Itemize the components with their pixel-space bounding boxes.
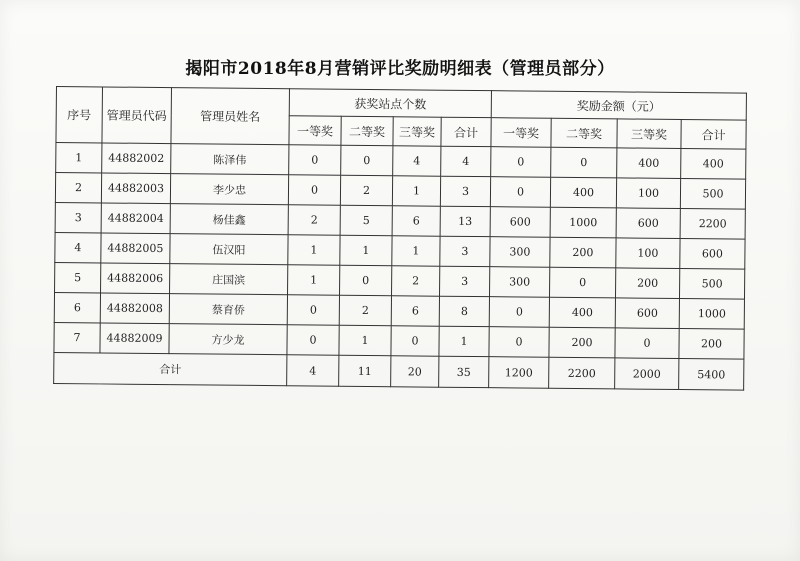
cell-code: 44882004 xyxy=(101,203,170,234)
cell-name: 方少龙 xyxy=(169,324,287,355)
header-row-1 xyxy=(56,87,746,121)
header-stations-first: 一等奖 xyxy=(289,116,341,145)
cell-seq: 2 xyxy=(55,173,101,203)
cell-amount-total: 1000 xyxy=(679,298,744,329)
total-stations-first: 4 xyxy=(287,355,339,386)
cell-stations-third: 6 xyxy=(391,296,439,326)
cell-stations-total: 8 xyxy=(439,296,489,326)
cell-stations-second: 1 xyxy=(339,325,391,355)
header-stations-second: 二等奖 xyxy=(341,116,393,145)
cell-seq: 4 xyxy=(55,232,101,262)
cell-stations-first: 0 xyxy=(287,325,339,355)
header-amount-second: 二等奖 xyxy=(551,118,617,148)
cell-name: 杨佳鑫 xyxy=(170,204,288,235)
cell-stations-second: 1 xyxy=(340,235,392,265)
cell-amount-third: 100 xyxy=(616,238,680,269)
cell-stations-first: 2 xyxy=(288,205,340,235)
cell-stations-second: 2 xyxy=(339,295,391,325)
cell-amount-first: 0 xyxy=(489,327,549,358)
cell-stations-first: 0 xyxy=(287,295,339,325)
cell-amount-third: 600 xyxy=(615,298,679,329)
cell-amount-total: 600 xyxy=(680,238,745,269)
cell-amount-first: 300 xyxy=(490,267,550,298)
cell-stations-first: 1 xyxy=(288,235,340,265)
header-code: 管理员代码 xyxy=(102,87,172,144)
cell-seq: 5 xyxy=(55,262,101,292)
cell-amount-second: 0 xyxy=(551,147,617,178)
cell-code: 44882006 xyxy=(101,263,170,294)
total-stations-total: 35 xyxy=(439,356,489,387)
cell-amount-third: 200 xyxy=(616,268,680,299)
cell-amount-second: 400 xyxy=(549,297,615,328)
cell-stations-first: 0 xyxy=(289,145,341,175)
cell-amount-second: 1000 xyxy=(550,207,616,238)
cell-name: 庄国滨 xyxy=(170,264,288,295)
cell-stations-third: 2 xyxy=(392,266,440,296)
cell-stations-third: 1 xyxy=(392,236,440,266)
cell-stations-second: 5 xyxy=(340,205,392,235)
cell-amount-first: 0 xyxy=(490,177,550,208)
cell-stations-second: 2 xyxy=(340,175,392,205)
cell-amount-total: 2200 xyxy=(680,208,745,239)
cell-code: 44882002 xyxy=(102,143,171,174)
cell-code: 44882003 xyxy=(101,173,170,204)
cell-name: 伍汉阳 xyxy=(170,234,288,265)
cell-stations-total: 3 xyxy=(440,266,490,296)
cell-amount-total: 500 xyxy=(680,179,745,210)
cell-name: 陈泽伟 xyxy=(171,144,289,175)
cell-seq: 1 xyxy=(56,143,102,173)
cell-amount-second: 400 xyxy=(550,177,616,208)
header-seq: 序号 xyxy=(56,87,103,143)
cell-stations-second: 0 xyxy=(340,265,392,295)
header-amount-total: 合计 xyxy=(681,120,746,150)
cell-amount-second: 0 xyxy=(550,267,616,298)
cell-seq: 6 xyxy=(54,292,100,322)
cell-stations-total: 3 xyxy=(440,176,490,206)
cell-stations-third: 4 xyxy=(393,146,441,176)
cell-stations-third: 1 xyxy=(392,176,440,206)
cell-stations-second: 0 xyxy=(341,145,393,175)
cell-code: 44882005 xyxy=(101,233,170,264)
total-amount-total: 5400 xyxy=(679,358,744,390)
cell-amount-third: 100 xyxy=(616,178,680,209)
cell-amount-second: 200 xyxy=(549,327,615,358)
reward-table xyxy=(53,86,747,391)
cell-amount-third: 600 xyxy=(616,208,680,239)
total-amount-second: 2200 xyxy=(549,357,615,389)
cell-amount-first: 0 xyxy=(491,147,551,178)
cell-amount-third: 400 xyxy=(617,148,681,179)
cell-amount-third: 0 xyxy=(615,328,679,359)
total-amount-third: 2000 xyxy=(615,358,679,390)
header-amount-group: 奖励金额（元） xyxy=(491,91,746,120)
header-name: 管理员姓名 xyxy=(171,88,290,145)
document-title: 揭阳市2018年8月营销评比奖励明细表（管理员部分） xyxy=(185,59,615,79)
cell-name: 蔡育侨 xyxy=(169,294,287,325)
total-stations-third: 20 xyxy=(391,356,439,387)
cell-amount-first: 300 xyxy=(490,237,550,268)
cell-code: 44882008 xyxy=(100,293,169,324)
cell-amount-total: 500 xyxy=(680,268,745,299)
cell-amount-first: 600 xyxy=(490,207,550,238)
total-amount-first: 1200 xyxy=(489,357,549,389)
cell-name: 李少忠 xyxy=(170,174,288,205)
cell-amount-total: 400 xyxy=(681,149,746,180)
total-row xyxy=(54,352,744,390)
header-amount-first: 一等奖 xyxy=(491,118,551,148)
cell-stations-first: 1 xyxy=(288,265,340,295)
cell-stations-total: 4 xyxy=(441,146,491,176)
header-stations-third: 三等奖 xyxy=(393,117,441,146)
total-stations-second: 11 xyxy=(339,355,391,386)
cell-amount-total: 200 xyxy=(679,328,744,359)
header-stations-group: 获奖站点个数 xyxy=(289,89,491,118)
cell-code: 44882009 xyxy=(100,323,169,354)
header-stations-total: 合计 xyxy=(441,117,491,146)
cell-amount-first: 0 xyxy=(489,297,549,328)
cell-stations-total: 1 xyxy=(439,326,489,356)
cell-stations-total: 13 xyxy=(440,206,490,236)
cell-stations-third: 6 xyxy=(392,206,440,236)
cell-seq: 3 xyxy=(55,202,101,232)
total-label: 合计 xyxy=(54,352,287,385)
cell-stations-third: 0 xyxy=(391,326,439,356)
cell-stations-first: 0 xyxy=(288,175,340,205)
header-amount-third: 三等奖 xyxy=(617,119,681,149)
cell-amount-second: 200 xyxy=(550,237,616,268)
cell-seq: 7 xyxy=(54,322,100,352)
cell-stations-total: 3 xyxy=(440,236,490,266)
